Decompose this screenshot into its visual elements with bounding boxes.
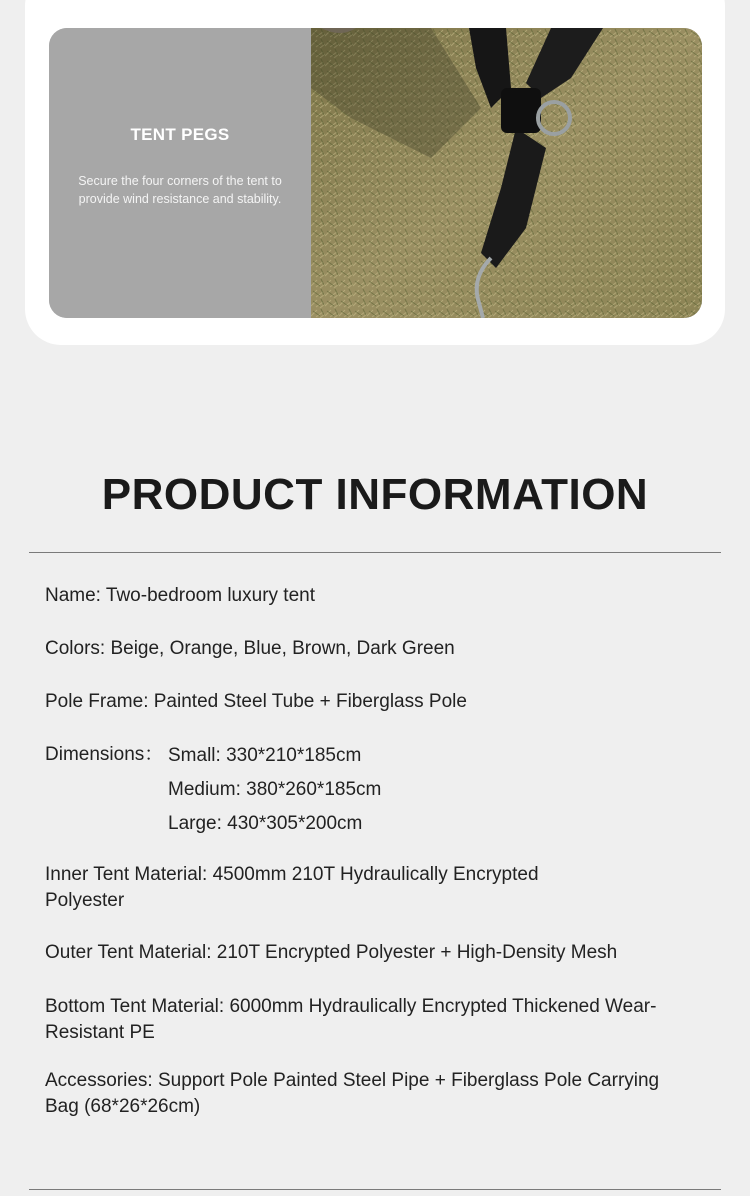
- info-colors: Colors: Beige, Orange, Blue, Brown, Dark Green: [45, 638, 455, 659]
- dimension-small: Small: 330*210*185cm: [168, 745, 362, 766]
- dimension-large: Large: 430*305*200cm: [168, 813, 363, 834]
- feature-text-panel: [49, 28, 311, 318]
- info-bottom-material: Bottom Tent Material: 6000mm Hydraulically Encrypted Thickened Wear-Resistant PE: [45, 996, 657, 1043]
- info-inner-material: Inner Tent Material: 4500mm 210T Hydraulically Encrypted Polyester: [45, 864, 539, 911]
- tent-pegs-feature: [49, 28, 702, 318]
- feature-title: TENT PEGS: [130, 125, 230, 144]
- info-accessories: Accessories: Support Pole Painted Steel Pipe + Fiberglass Pole Carrying Bag (68*26*26cm): [45, 1070, 660, 1117]
- divider-bottom: [29, 1189, 721, 1190]
- divider-top: [29, 552, 721, 553]
- info-dimensions-label: Dimensions：: [45, 744, 164, 765]
- feature-description: Secure the four corners of the tent to provide wind resistance and stability.: [78, 174, 282, 206]
- info-pole-frame: Pole Frame: Painted Steel Tube + Fiberglass Pole: [45, 691, 467, 712]
- tent-peg-photo: [311, 28, 702, 318]
- dimension-medium: Medium: 380*260*185cm: [168, 779, 382, 800]
- info-outer-material: Outer Tent Material: 210T Encrypted Polyester + High-Density Mesh: [45, 942, 618, 963]
- section-title: PRODUCT INFORMATION: [101, 470, 649, 519]
- info-name: Name: Two-bedroom luxury tent: [45, 585, 315, 606]
